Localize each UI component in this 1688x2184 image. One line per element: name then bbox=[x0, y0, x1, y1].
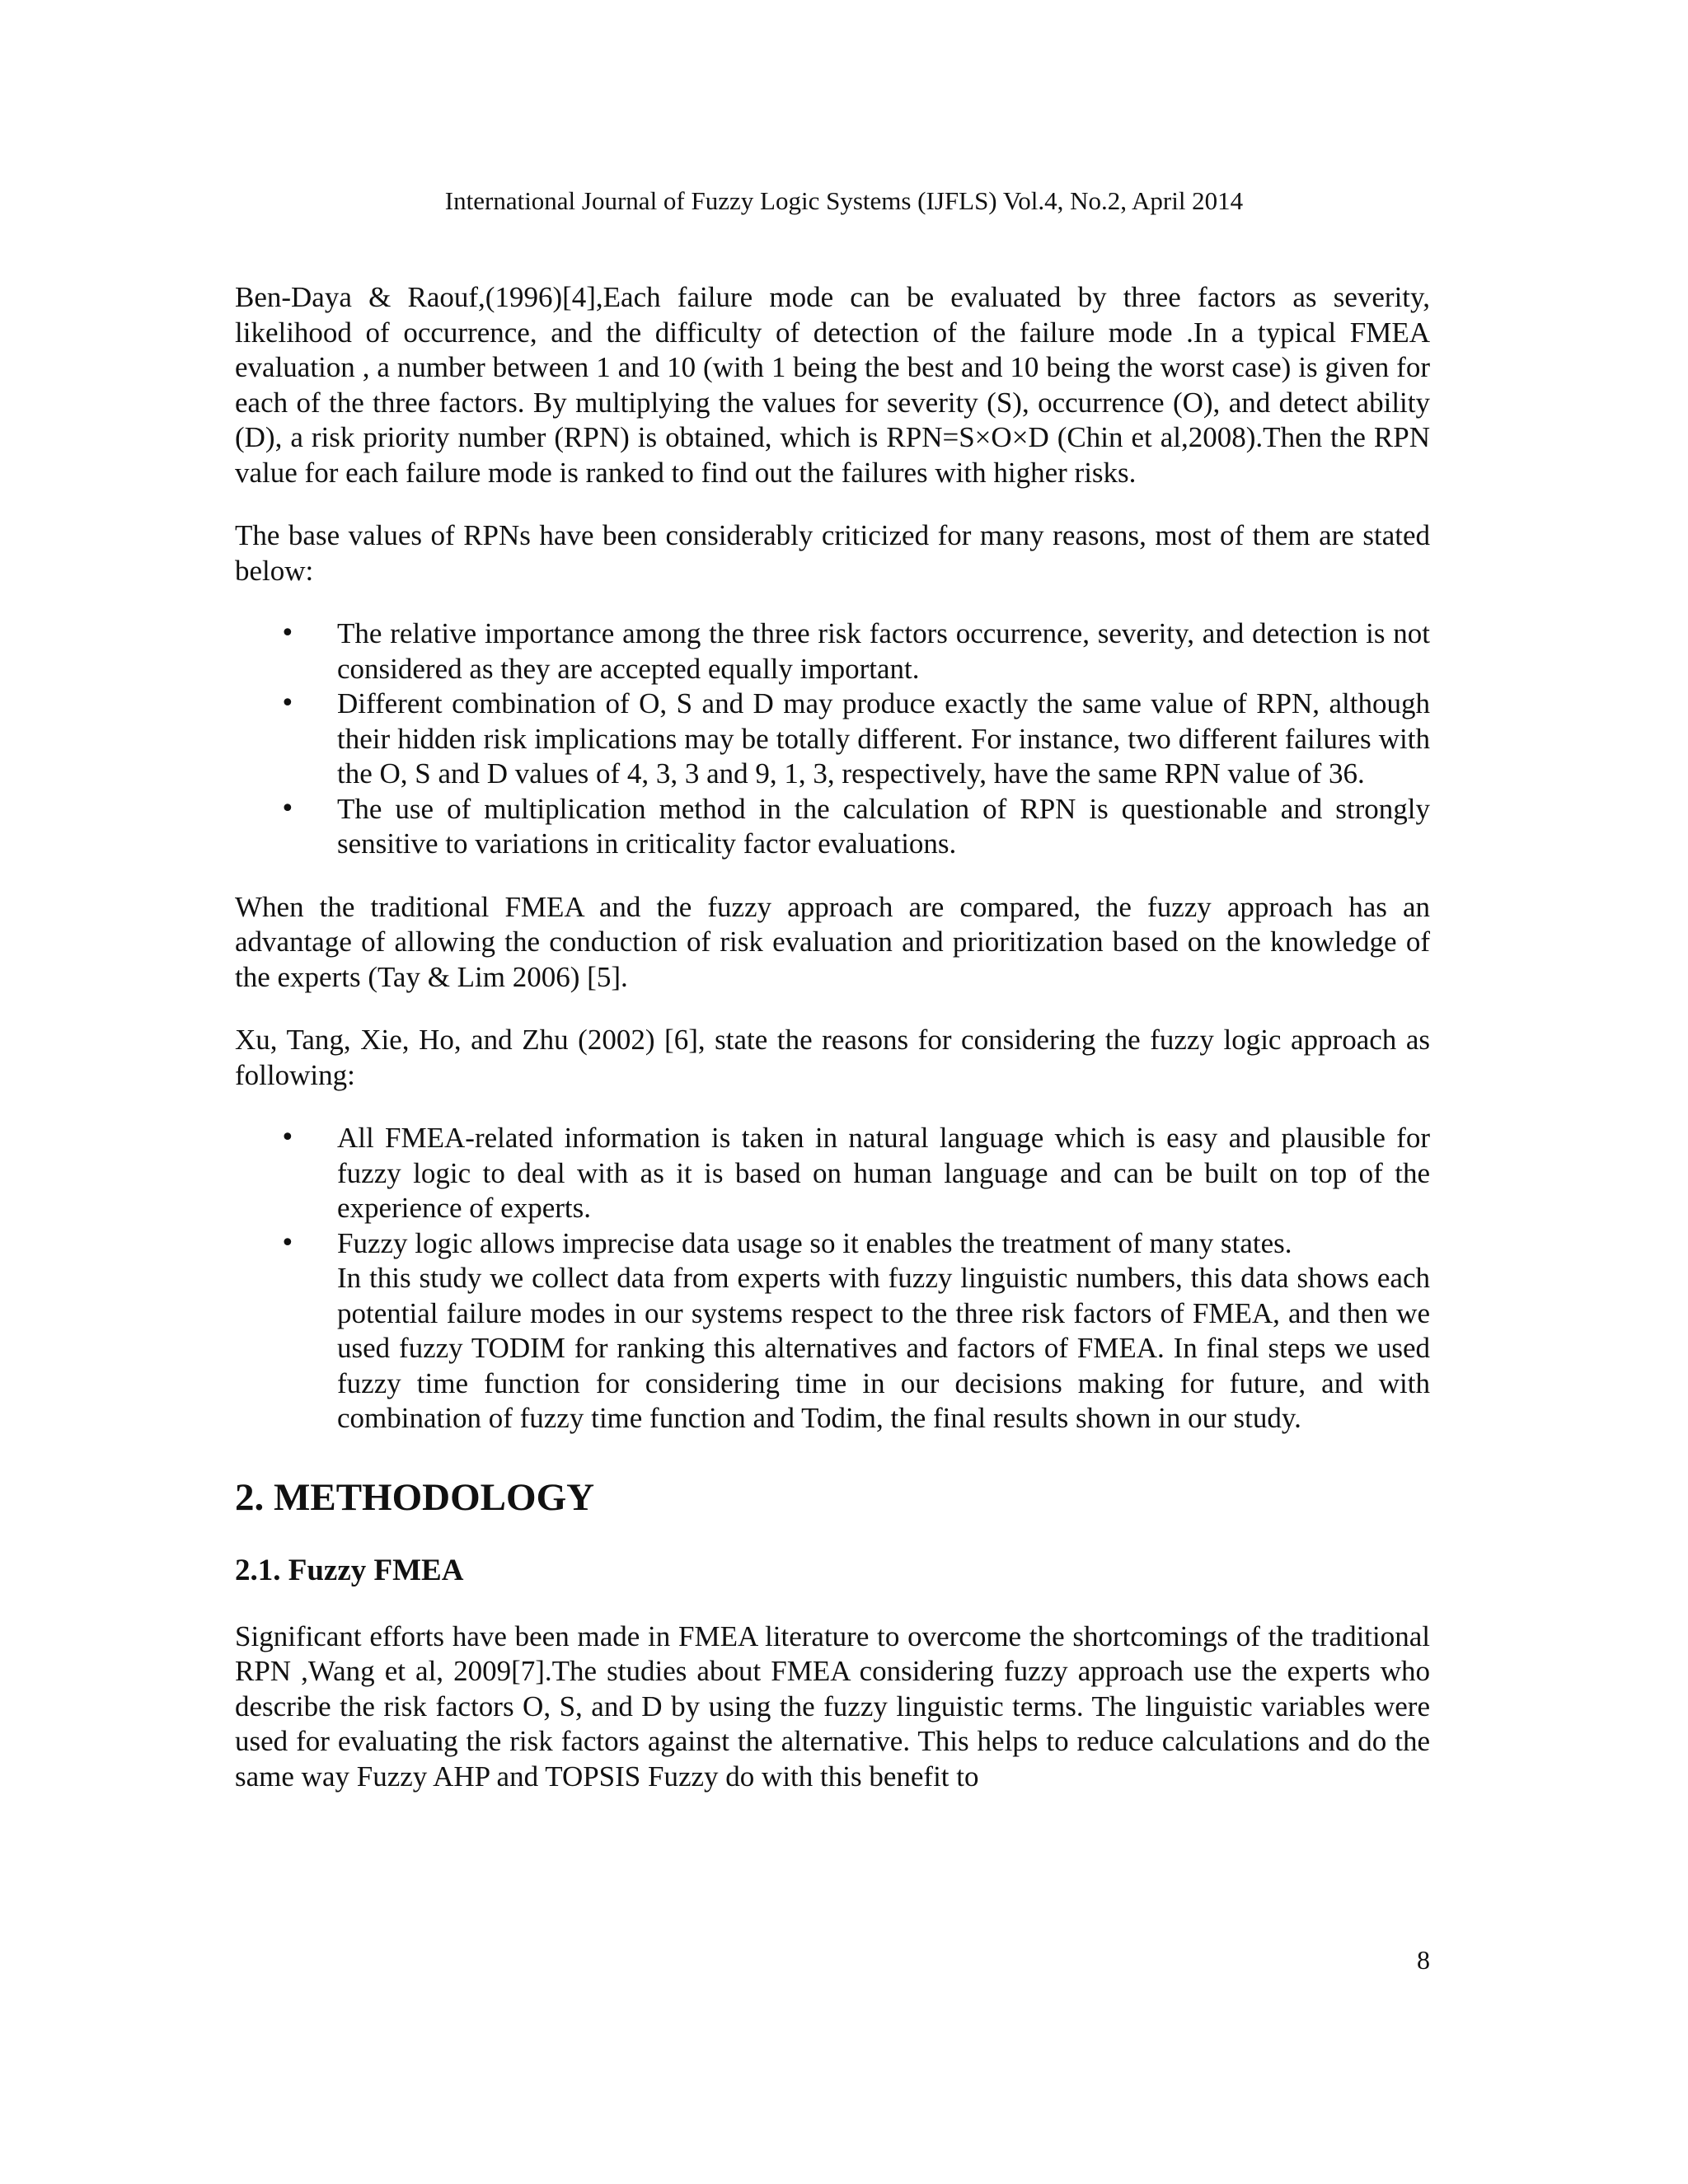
bullet-icon: • bbox=[280, 794, 295, 823]
paragraph-fuzzy-advantage: When the traditional FMEA and the fuzzy approach are compared, the fuzzy approach has an advantage of allowing the conduction of risk evaluation and prioritization based on the knowledge of the experts (Tay & Lim 2006) [5]. bbox=[235, 890, 1430, 993]
list-item bbox=[235, 1121, 1430, 1226]
bullet-icon: • bbox=[280, 689, 295, 718]
paragraph-fuzzy-fmea: Significant efforts have been made in FMEA literature to overcome the shortcomings of the traditional RPN ,Wang et al, 2009[7].The studies about FMEA considering fuzzy approach use the experts who describe the risk factors O, S, and D by using the fuzzy linguistic terms. The linguistic variables were used for evaluating the risk factors against the alternative. This helps to reduce calculations and do the same way Fuzzy AHP and TOPSIS Fuzzy do with this benefit to bbox=[235, 1619, 1430, 1793]
list-item bbox=[235, 1226, 1430, 1262]
paragraph-fuzzy-reasons-intro: Xu, Tang, Xie, Ho, and Zhu (2002) [6], state the reasons for considering the fuzzy logic approach as following: bbox=[235, 1024, 1430, 1091]
section-heading: 2. METHODOLOGY bbox=[235, 1475, 595, 1519]
paragraph-rpn-criticism-intro: The base values of RPNs have been considerably criticized for many reasons, most of them are stated below: bbox=[235, 519, 1430, 587]
paragraph-study-summary: In this study we collect data from experts with fuzzy linguistic numbers, this data shows each potential failure modes in our systems respect to the three risk factors of FMEA, and then we used fuzzy TODIM for ranking this alternatives and factors of FMEA. In final steps we used fuzzy time function for considering time in our decisions making for future, and with combination of fuzzy time function and Todim, the final results shown in our study. bbox=[337, 1262, 1430, 1434]
subsection-heading: 2.1. Fuzzy FMEA bbox=[235, 1553, 464, 1587]
list-item bbox=[235, 792, 1430, 862]
list-item-text: All FMEA-related information is taken in natural language which is easy and plausible for fuzzy logic to deal with as it is based on human language and can be built on top of the experience of experts. bbox=[337, 1122, 1430, 1224]
page-number: 8 bbox=[1417, 1945, 1430, 1975]
list-item-text: Different combination of O, S and D may produce exactly the same value of RPN, although their hidden risk implications may be totally different. For instance, two different failures with the O, S and D values of 4, 3, 3 and 9, 1, 3, respectively, have the same RPN value of 36. bbox=[337, 687, 1430, 790]
fuzzy-reasons-list bbox=[235, 1121, 1430, 1261]
list-item-text: The relative importance among the three risk factors occurrence, severity, and detection is not considered as they are accepted equally important. bbox=[337, 617, 1430, 685]
criticism-list bbox=[235, 616, 1430, 862]
body-text bbox=[235, 280, 1430, 1794]
running-header: International Journal of Fuzzy Logic Systems (IJFLS) Vol.4, No.2, April 2014 bbox=[444, 186, 1244, 215]
list-item-text: Fuzzy logic allows imprecise data usage so it enables the treatment of many states. bbox=[337, 1226, 1292, 1259]
bullet-icon: • bbox=[280, 1228, 295, 1258]
bullet-icon: • bbox=[280, 619, 295, 648]
paragraph-rpn-definition: Ben-Daya & Raouf,(1996)[4],Each failure mode can be evaluated by three factors as severity, likelihood of occurrence, and the difficulty of detection of the failure mode .In a typical FMEA evaluation , a number between 1 and 10 (with 1 being the best and 10 being the worst case) is given for each of the three factors. By multiplying the values for severity (S), occurrence (O), and detect ability (D), a risk priority number (RPN) is obtained, which is RPN=S×O×D (Chin et al,2008).Then the RPN value for each failure mode is ranked to find out the failures with higher risks. bbox=[235, 281, 1430, 489]
list-item-text: The use of multiplication method in the calculation of RPN is questionable and strongly sensitive to variations in criticality factor evaluations. bbox=[337, 792, 1430, 860]
list-item bbox=[235, 616, 1430, 687]
bullet-icon: • bbox=[280, 1123, 295, 1152]
list-item bbox=[235, 687, 1430, 792]
